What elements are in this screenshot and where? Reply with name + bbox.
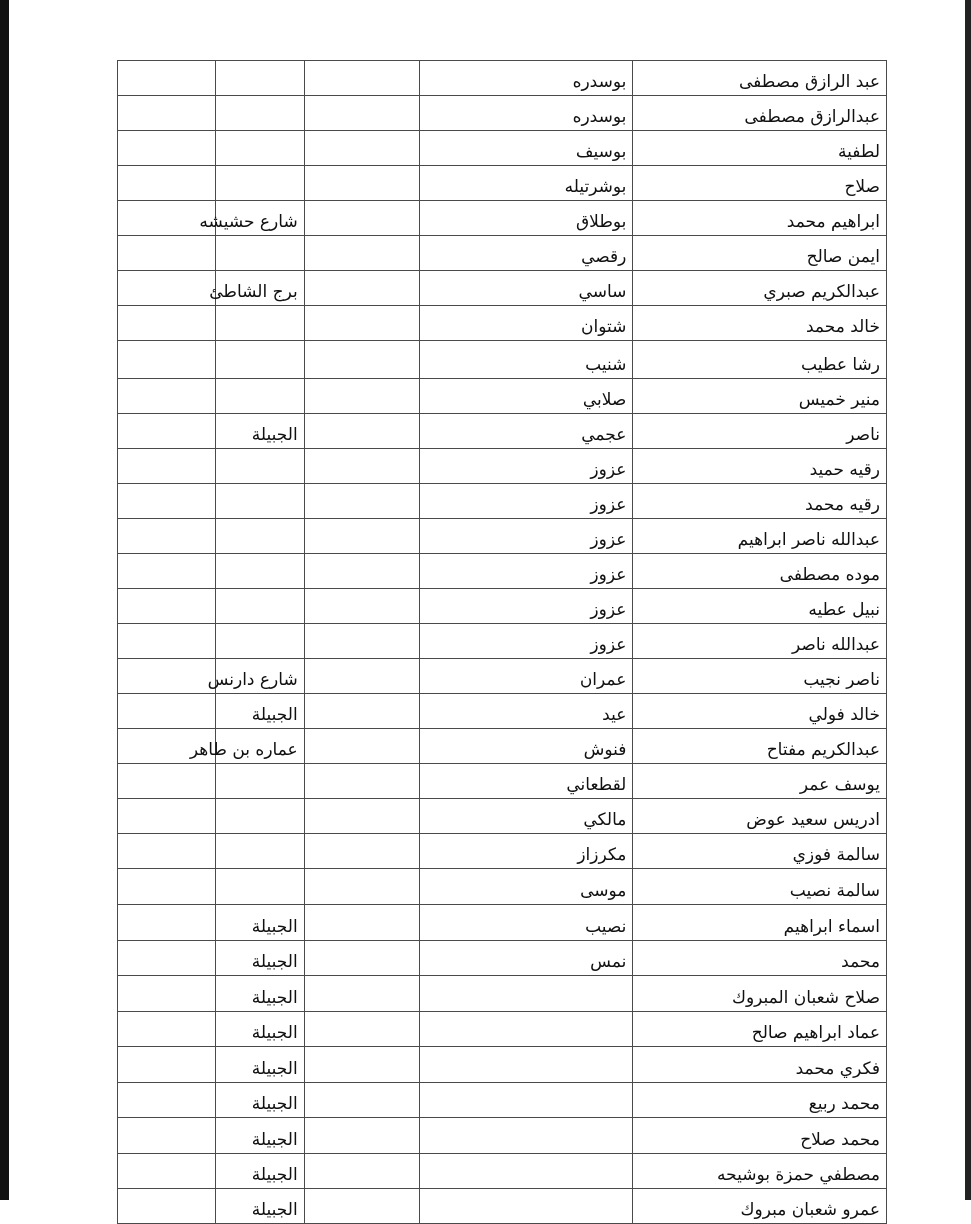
table-row <box>118 201 887 236</box>
table-row <box>118 834 887 869</box>
address-cell <box>216 1189 304 1224</box>
note-cell <box>118 694 216 729</box>
surname-cell <box>420 976 633 1012</box>
extra-cell <box>304 379 420 414</box>
address-cell <box>216 61 304 96</box>
surname-cell-text: نصيب <box>585 917 627 937</box>
surname-cell-text: بوسدره <box>572 107 627 127</box>
surname-cell <box>420 341 633 379</box>
name-cell <box>633 941 887 976</box>
table-row <box>118 131 887 166</box>
surname-cell <box>420 414 633 449</box>
table-row <box>118 271 887 306</box>
table-row <box>118 976 887 1012</box>
name-cell <box>633 659 887 694</box>
surname-cell <box>420 799 633 834</box>
note-cell <box>118 1047 216 1083</box>
address-cell <box>216 341 304 379</box>
address-cell <box>216 1047 304 1083</box>
extra-cell <box>304 1083 420 1118</box>
address-cell <box>216 519 304 554</box>
name-cell <box>633 554 887 589</box>
address-cell <box>189 729 304 764</box>
surname-cell <box>420 1047 633 1083</box>
surname-cell-text: صلابي <box>582 390 627 410</box>
surname-cell-text: مكرزاز <box>577 845 627 865</box>
name-cell <box>633 1118 887 1154</box>
extra-cell <box>304 96 420 131</box>
table-row <box>118 449 887 484</box>
note-cell <box>118 799 216 834</box>
note-cell <box>118 659 216 694</box>
name-cell <box>633 271 887 306</box>
address-cell <box>216 449 304 484</box>
name-cell <box>633 1083 887 1118</box>
surname-cell <box>420 201 633 236</box>
name-cell-text: يوسف عمر <box>799 775 880 795</box>
address-cell <box>216 976 304 1012</box>
table-row <box>118 799 887 834</box>
surname-cell <box>420 589 633 624</box>
surname-cell-text: بوشرتيله <box>564 177 627 197</box>
address-cell-text: الجبيلة <box>251 917 298 937</box>
address-cell <box>216 624 304 659</box>
names-table-body <box>118 61 887 1224</box>
extra-cell <box>304 414 420 449</box>
surname-cell-text: رقصي <box>581 247 627 267</box>
name-cell-text: عبدالله ناصر ابراهيم <box>737 530 880 550</box>
table-row <box>118 61 887 96</box>
note-cell <box>118 869 216 905</box>
address-cell <box>216 379 304 414</box>
name-cell-text: رقيه محمد <box>805 495 880 515</box>
surname-cell <box>420 905 633 941</box>
name-cell <box>633 905 887 941</box>
address-cell-text: شارع دارنس <box>207 670 298 690</box>
table-row <box>118 1012 887 1047</box>
surname-cell <box>420 624 633 659</box>
name-cell-text: خالد محمد <box>805 317 880 337</box>
surname-cell <box>420 1118 633 1154</box>
name-cell-text: منير خميس <box>798 390 880 410</box>
name-cell-text: خالد فولي <box>808 705 880 725</box>
address-cell <box>216 1083 304 1118</box>
note-cell <box>118 449 216 484</box>
name-cell-text: عبد الرازق مصطفى <box>739 72 880 92</box>
address-cell <box>216 96 304 131</box>
address-cell <box>216 1154 304 1189</box>
table-row <box>118 764 887 799</box>
surname-cell-text: بوطلاق <box>575 212 627 232</box>
extra-cell <box>304 61 420 96</box>
surname-cell <box>420 519 633 554</box>
table-row <box>118 236 887 271</box>
extra-cell <box>304 341 420 379</box>
name-cell <box>633 449 887 484</box>
address-cell-text: الجبيلة <box>251 952 298 972</box>
surname-cell-text: بوسيف <box>575 142 627 162</box>
extra-cell <box>304 306 420 341</box>
surname-cell <box>420 271 633 306</box>
surname-cell-text: ساسي <box>578 282 627 302</box>
name-cell-text: عبدالرازق مصطفى <box>744 107 880 127</box>
surname-cell <box>420 449 633 484</box>
extra-cell <box>304 905 420 941</box>
surname-cell <box>420 236 633 271</box>
table-row <box>118 1083 887 1118</box>
name-cell <box>633 236 887 271</box>
note-cell <box>118 1154 216 1189</box>
surname-cell <box>420 1012 633 1047</box>
extra-cell <box>304 1012 420 1047</box>
address-cell <box>216 941 304 976</box>
note-cell <box>118 1012 216 1047</box>
name-cell-text: ايمن صالح <box>806 247 880 267</box>
note-cell <box>118 61 216 96</box>
note-cell <box>118 166 216 201</box>
surname-cell-text: عزوز <box>590 600 627 620</box>
address-cell-text: الجبيلة <box>251 1165 298 1185</box>
address-cell-text: برج الشاطئ <box>209 282 298 302</box>
address-cell-text: شارع حشيشه <box>199 212 298 232</box>
surname-cell-text: عيد <box>602 705 627 725</box>
table-row <box>118 96 887 131</box>
name-cell-text: فكري محمد <box>795 1059 880 1079</box>
name-cell <box>633 764 887 799</box>
name-cell-text: عبدالكريم صبري <box>763 282 880 302</box>
surname-cell <box>420 941 633 976</box>
note-cell <box>118 764 216 799</box>
name-cell-text: سالمة فوزي <box>792 845 880 865</box>
extra-cell <box>304 484 420 519</box>
address-cell <box>216 131 304 166</box>
extra-cell <box>304 589 420 624</box>
extra-cell <box>304 869 420 905</box>
surname-cell <box>420 694 633 729</box>
address-cell-text: الجبيلة <box>251 425 298 445</box>
name-cell-text: ناصر نجيب <box>803 670 880 690</box>
note-cell <box>118 1118 216 1154</box>
name-cell <box>633 341 887 379</box>
extra-cell <box>304 976 420 1012</box>
extra-cell <box>304 271 420 306</box>
surname-cell-text: عزوز <box>590 495 627 515</box>
note-cell <box>118 131 216 166</box>
name-cell-text: محمد <box>841 952 880 972</box>
note-cell <box>118 554 216 589</box>
name-cell <box>633 1189 887 1224</box>
table-row <box>118 554 887 589</box>
surname-cell <box>420 869 633 905</box>
extra-cell <box>304 624 420 659</box>
address-cell-text: الجبيلة <box>251 1023 298 1043</box>
address-cell <box>209 271 304 306</box>
dark-border-right <box>965 0 971 1200</box>
table-row <box>118 1189 887 1224</box>
extra-cell <box>304 1047 420 1083</box>
name-cell-text: عماد ابراهيم صالح <box>751 1023 880 1043</box>
address-cell <box>216 834 304 869</box>
extra-cell <box>304 554 420 589</box>
name-cell-text: محمد صلاح <box>800 1130 880 1150</box>
table-row <box>118 1047 887 1083</box>
surname-cell <box>420 1154 633 1189</box>
name-cell <box>633 201 887 236</box>
address-cell-text: الجبيلة <box>251 1200 298 1220</box>
surname-cell-text: عزوز <box>590 530 627 550</box>
address-cell <box>216 1118 304 1154</box>
surname-cell <box>420 659 633 694</box>
name-cell-text: موده مصطفى <box>779 565 880 585</box>
extra-cell <box>304 659 420 694</box>
name-cell-text: ناصر <box>846 425 880 445</box>
surname-cell <box>420 1083 633 1118</box>
name-cell-text: صلاح شعبان المبروك <box>731 988 880 1008</box>
address-cell <box>216 1012 304 1047</box>
note-cell <box>118 834 216 869</box>
table-row <box>118 694 887 729</box>
name-cell-text: نبيل عطيه <box>808 600 880 620</box>
surname-cell <box>420 729 633 764</box>
note-cell <box>118 306 216 341</box>
extra-cell <box>304 236 420 271</box>
note-cell <box>118 484 216 519</box>
name-cell <box>633 589 887 624</box>
name-cell <box>633 166 887 201</box>
name-cell-text: عبدالكريم مفتاح <box>766 740 880 760</box>
extra-cell <box>304 834 420 869</box>
table-row <box>118 869 887 905</box>
note-cell <box>118 414 216 449</box>
table-row <box>118 341 887 379</box>
table-row <box>118 589 887 624</box>
address-cell <box>216 554 304 589</box>
name-cell-text: رشا عطيب <box>801 355 880 375</box>
surname-cell <box>420 1189 633 1224</box>
name-cell <box>633 1047 887 1083</box>
name-cell-text: ابراهيم محمد <box>786 212 880 232</box>
table-row <box>118 166 887 201</box>
name-cell-text: صلاح <box>844 177 880 197</box>
extra-cell <box>304 799 420 834</box>
address-cell-text: الجبيلة <box>251 1094 298 1114</box>
note-cell <box>118 379 216 414</box>
surname-cell-text: بوسدره <box>572 72 627 92</box>
name-cell <box>633 131 887 166</box>
address-cell <box>216 484 304 519</box>
name-cell <box>633 484 887 519</box>
name-cell-text: لطفية <box>838 142 880 162</box>
table-row <box>118 624 887 659</box>
table-row <box>118 306 887 341</box>
surname-cell-text: نمس <box>590 952 627 972</box>
surname-cell-text: موسى <box>580 881 627 901</box>
extra-cell <box>304 729 420 764</box>
extra-cell <box>304 131 420 166</box>
name-cell <box>633 1012 887 1047</box>
name-cell <box>633 976 887 1012</box>
surname-cell <box>420 484 633 519</box>
address-cell-text: الجبيلة <box>251 1059 298 1079</box>
surname-cell <box>420 61 633 96</box>
name-cell-text: عبدالله ناصر <box>792 635 880 655</box>
note-cell <box>118 976 216 1012</box>
note-cell <box>118 589 216 624</box>
name-cell <box>633 96 887 131</box>
surname-cell <box>420 96 633 131</box>
table-row <box>118 729 887 764</box>
name-cell-text: ادريس سعيد عوض <box>746 810 880 830</box>
table-row <box>118 484 887 519</box>
name-cell <box>633 306 887 341</box>
table-row <box>118 379 887 414</box>
address-cell <box>216 799 304 834</box>
name-cell-text: رقيه حميد <box>809 460 880 480</box>
note-cell <box>118 236 216 271</box>
name-cell <box>633 799 887 834</box>
name-cell <box>633 694 887 729</box>
address-cell <box>216 764 304 799</box>
note-cell <box>118 941 216 976</box>
extra-cell <box>304 519 420 554</box>
address-cell-text: عماره بن طاهر <box>189 740 298 760</box>
note-cell <box>118 1189 216 1224</box>
note-cell <box>118 519 216 554</box>
surname-cell-text: عزوز <box>590 460 627 480</box>
address-cell <box>216 589 304 624</box>
extra-cell <box>304 941 420 976</box>
surname-cell-text: عزوز <box>590 635 627 655</box>
surname-cell <box>420 166 633 201</box>
table-row <box>118 1118 887 1154</box>
names-table <box>117 60 887 1224</box>
table-row <box>118 1154 887 1189</box>
note-cell <box>118 271 216 306</box>
surname-cell-text: عزوز <box>590 565 627 585</box>
extra-cell <box>304 166 420 201</box>
name-cell <box>633 414 887 449</box>
name-cell-text: اسماء ابراهيم <box>783 917 880 937</box>
table-row <box>118 659 887 694</box>
address-cell <box>216 236 304 271</box>
name-cell <box>633 61 887 96</box>
note-cell <box>118 624 216 659</box>
address-cell <box>216 869 304 905</box>
address-cell-text: الجبيلة <box>251 1130 298 1150</box>
extra-cell <box>304 201 420 236</box>
address-cell <box>216 306 304 341</box>
address-cell <box>207 659 304 694</box>
surname-cell <box>420 131 633 166</box>
name-cell-text: عمرو شعبان مبروك <box>740 1200 880 1220</box>
surname-cell-text: شنيب <box>585 355 627 375</box>
surname-cell-text: عجمي <box>581 425 627 445</box>
surname-cell <box>420 306 633 341</box>
surname-cell-text: مالكي <box>583 810 627 830</box>
surname-cell-text: لقطعاني <box>566 775 627 795</box>
table-row <box>118 941 887 976</box>
name-cell-text: سالمة نصيب <box>789 881 880 901</box>
name-cell <box>633 729 887 764</box>
name-cell <box>633 379 887 414</box>
address-cell-text: الجبيلة <box>251 988 298 1008</box>
surname-cell <box>420 834 633 869</box>
surname-cell <box>420 764 633 799</box>
name-cell <box>633 624 887 659</box>
surname-cell-text: فنوش <box>583 740 627 760</box>
extra-cell <box>304 1118 420 1154</box>
surname-cell-text: شتوان <box>581 317 627 337</box>
dark-border-left <box>0 0 9 1200</box>
address-cell <box>216 166 304 201</box>
name-cell-text: محمد ربيع <box>808 1094 880 1114</box>
surname-cell <box>420 554 633 589</box>
table-row <box>118 519 887 554</box>
address-cell <box>216 694 304 729</box>
surname-cell <box>420 379 633 414</box>
name-cell <box>633 519 887 554</box>
note-cell <box>118 1083 216 1118</box>
name-cell <box>633 869 887 905</box>
note-cell <box>118 905 216 941</box>
table-row <box>118 414 887 449</box>
name-cell <box>633 834 887 869</box>
table-row <box>118 905 887 941</box>
extra-cell <box>304 764 420 799</box>
note-cell <box>118 96 216 131</box>
name-cell <box>633 1154 887 1189</box>
address-cell-text: الجبيلة <box>251 705 298 725</box>
surname-cell-text: عمران <box>579 670 627 690</box>
extra-cell <box>304 1154 420 1189</box>
extra-cell <box>304 449 420 484</box>
address-cell <box>199 201 304 236</box>
note-cell <box>118 341 216 379</box>
extra-cell <box>304 1189 420 1224</box>
extra-cell <box>304 694 420 729</box>
name-cell-text: مصطفي حمزة بوشيحه <box>717 1165 880 1185</box>
address-cell <box>216 905 304 941</box>
address-cell <box>216 414 304 449</box>
